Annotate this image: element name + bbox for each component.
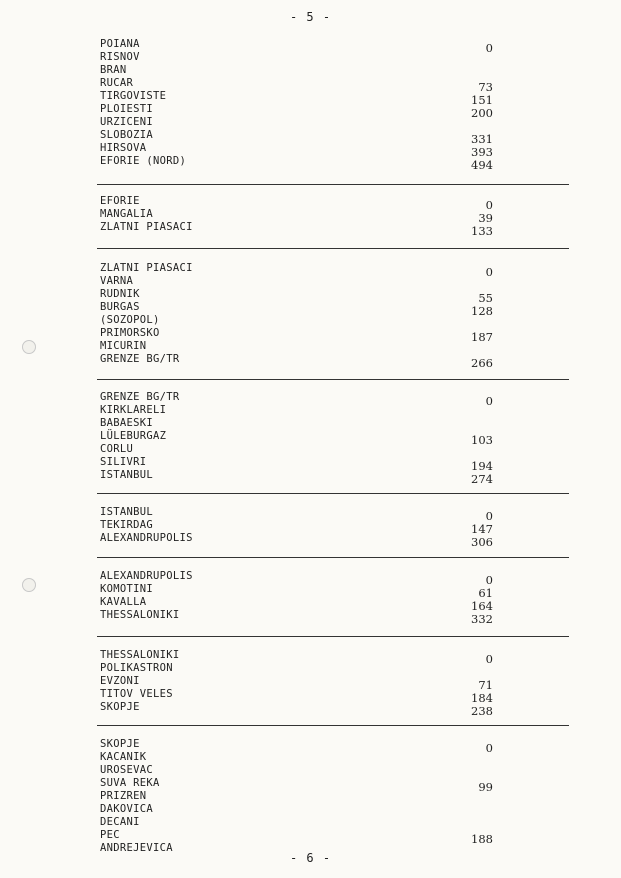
place-name: MICURIN	[100, 340, 147, 352]
route-row	[0, 506, 621, 523]
route-row	[0, 340, 621, 353]
route-row	[0, 469, 621, 486]
distance-km: 0	[485, 41, 493, 55]
section-divider	[97, 725, 569, 726]
place-name: BURGAS	[100, 301, 140, 313]
place-name: VARNA	[100, 275, 134, 287]
route-row	[0, 764, 621, 777]
distance-km: 332	[471, 612, 493, 626]
distance-km: 164	[471, 599, 493, 613]
route-row	[0, 701, 621, 718]
place-name: PEC	[100, 829, 120, 841]
distance-km: 188	[471, 832, 493, 846]
route-row	[0, 583, 621, 600]
distance-km: 71	[478, 678, 493, 692]
place-name: THESSALONIKI	[100, 609, 180, 621]
place-name: KIRKLARELI	[100, 404, 167, 416]
route-row	[0, 155, 621, 172]
place-name: BRAN	[100, 64, 127, 76]
route-row	[0, 404, 621, 417]
page-number-bottom: - 6 -	[289, 851, 332, 865]
route-row	[0, 391, 621, 408]
section-divider	[97, 379, 569, 380]
place-name: PRIZREN	[100, 790, 147, 802]
route-row	[0, 777, 621, 794]
place-name: TITOV VELES	[100, 688, 173, 700]
place-name: RUCAR	[100, 77, 134, 89]
distance-km: 0	[485, 265, 493, 279]
route-row	[0, 519, 621, 536]
place-name: ZLATNI PIASACI	[100, 262, 193, 274]
distance-km: 194	[471, 459, 493, 473]
route-row	[0, 221, 621, 238]
place-name: ALEXANDRUPOLIS	[100, 532, 193, 544]
route-row	[0, 738, 621, 755]
place-name: DAKOVICA	[100, 803, 153, 815]
distance-km: 99	[478, 780, 493, 794]
place-name: RISNOV	[100, 51, 140, 63]
route-row	[0, 314, 621, 327]
route-row	[0, 195, 621, 212]
place-name: ISTANBUL	[100, 506, 153, 518]
distance-km: 55	[478, 291, 493, 305]
section-divider	[97, 493, 569, 494]
distance-km: 274	[471, 472, 493, 486]
place-name: KACANIK	[100, 751, 147, 763]
place-name: TEKIRDAG	[100, 519, 153, 531]
place-name: URZICENI	[100, 116, 153, 128]
place-name: BABAESKI	[100, 417, 153, 429]
page-number-top: - 5 -	[289, 10, 332, 24]
place-name: SKOPJE	[100, 738, 140, 750]
section-divider	[97, 184, 569, 185]
distance-km: 184	[471, 691, 493, 705]
route-row	[0, 51, 621, 64]
distance-km: 331	[471, 132, 493, 146]
route-row	[0, 816, 621, 829]
distance-km: 0	[485, 741, 493, 755]
place-name: (SOZOPOL)	[100, 314, 160, 326]
route-row	[0, 649, 621, 666]
place-name: EVZONI	[100, 675, 140, 687]
route-row	[0, 116, 621, 129]
route-row	[0, 90, 621, 107]
distance-km: 494	[471, 158, 493, 172]
place-name: MANGALIA	[100, 208, 153, 220]
place-name: KOMOTINI	[100, 583, 153, 595]
route-row	[0, 532, 621, 549]
distance-km: 151	[471, 93, 493, 107]
distance-km: 0	[485, 509, 493, 523]
place-name: SLOBOZIA	[100, 129, 153, 141]
route-row	[0, 609, 621, 626]
distance-km: 187	[471, 330, 493, 344]
place-name: ALEXANDRUPOLIS	[100, 570, 193, 582]
distance-km: 61	[478, 586, 493, 600]
place-name: GRENZE BG/TR	[100, 391, 180, 403]
route-row	[0, 662, 621, 675]
route-row	[0, 103, 621, 120]
place-name: KAVALLA	[100, 596, 147, 608]
route-row	[0, 38, 621, 55]
route-row	[0, 751, 621, 764]
section-divider	[97, 557, 569, 558]
distance-km: 147	[471, 522, 493, 536]
route-row	[0, 129, 621, 146]
route-row	[0, 430, 621, 447]
route-row	[0, 288, 621, 305]
place-name: ZLATNI PIASACI	[100, 221, 193, 233]
distance-km: 393	[471, 145, 493, 159]
route-row	[0, 790, 621, 803]
place-name: SUVA REKA	[100, 777, 160, 789]
route-row	[0, 327, 621, 344]
distance-km: 39	[478, 211, 493, 225]
route-row	[0, 64, 621, 77]
route-row	[0, 570, 621, 587]
distance-km: 133	[471, 224, 493, 238]
place-name: UROSEVAC	[100, 764, 153, 776]
place-name: SKOPJE	[100, 701, 140, 713]
place-name: DECANI	[100, 816, 140, 828]
distance-km: 128	[471, 304, 493, 318]
distance-km: 0	[485, 573, 493, 587]
route-row	[0, 688, 621, 705]
place-name: TIRGOVISTE	[100, 90, 167, 102]
distance-km: 266	[471, 356, 493, 370]
section-divider	[97, 248, 569, 249]
place-name: POIANA	[100, 38, 140, 50]
route-row	[0, 829, 621, 846]
distance-km: 103	[471, 433, 493, 447]
route-row	[0, 77, 621, 94]
place-name: EFORIE	[100, 195, 140, 207]
distance-km: 73	[478, 80, 493, 94]
route-row	[0, 675, 621, 692]
route-row	[0, 301, 621, 318]
place-name: EFORIE (NORD)	[100, 155, 187, 167]
place-name: SILIVRI	[100, 456, 147, 468]
distance-km: 0	[485, 652, 493, 666]
route-row	[0, 443, 621, 456]
route-row	[0, 275, 621, 288]
distance-km: 200	[471, 106, 493, 120]
distance-km: 0	[485, 394, 493, 408]
place-name: ISTANBUL	[100, 469, 153, 481]
distance-km: 0	[485, 198, 493, 212]
place-name: GRENZE BG/TR	[100, 353, 180, 365]
route-row	[0, 417, 621, 430]
section-divider	[97, 636, 569, 637]
route-row	[0, 208, 621, 225]
place-name: RUDNIK	[100, 288, 140, 300]
place-name: POLIKASTRON	[100, 662, 173, 674]
route-row	[0, 803, 621, 816]
distance-km: 306	[471, 535, 493, 549]
route-row	[0, 353, 621, 370]
place-name: THESSALONIKI	[100, 649, 180, 661]
place-name: PLOIESTI	[100, 103, 153, 115]
route-row	[0, 456, 621, 473]
route-row	[0, 142, 621, 159]
place-name: ANDREJEVICA	[100, 842, 173, 854]
route-row	[0, 262, 621, 279]
route-row	[0, 596, 621, 613]
place-name: HIRSOVA	[100, 142, 147, 154]
distance-km: 238	[471, 704, 493, 718]
place-name: LÜLEBURGAZ	[100, 430, 167, 442]
place-name: CORLU	[100, 443, 134, 455]
place-name: PRIMORSKO	[100, 327, 160, 339]
